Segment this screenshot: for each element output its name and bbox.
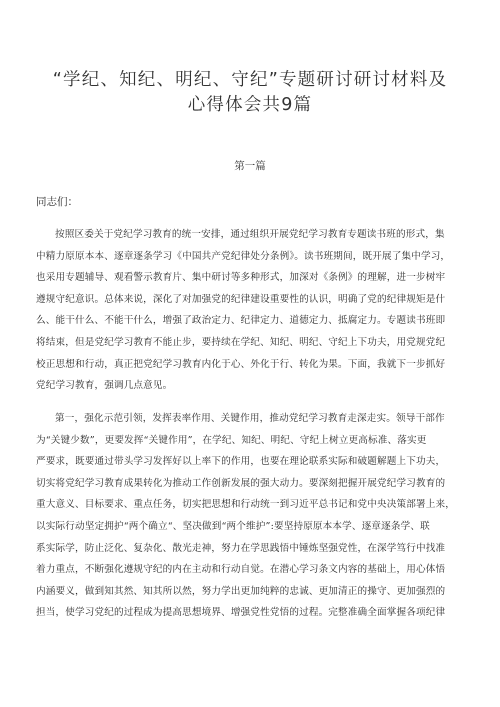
paragraph-2 [36, 408, 466, 624]
paragraph-line: 为“关键少数”，更要发挥“关键作用”，在学纪、知纪、明纪、守纪上树立更高标准、落实更 [36, 434, 427, 446]
salutation: 同志们： [36, 196, 78, 208]
paragraph-line: 切实将党纪学习教育成果转化为推动工作创新发展的强大动力。要深刻把握开展党纪学习教育的 [36, 477, 446, 489]
paragraph-line: 担当，使学习党纪的过程成为提高思想境界、增强党性党悟的过程。完整准确全面掌握各项纪律 [36, 607, 446, 619]
paragraph-line: 重大意义、目标要求、重点任务，切实把思想和行动统一到习近平总书记和党中央决策部署上来， [36, 499, 455, 511]
document-title-line-2: 心得体会共9篇 [187, 95, 313, 115]
paragraph-line: 中精力原原本本、逐章逐条学习《中国共产党纪律处分条例》。读书班期间，既开展了集中学习， [36, 250, 451, 262]
paragraph-line: 系实际学，防止泛化、复杂化、散光走神，努力在学思践悟中锤炼坚强党性，在深学笃行中找准 [36, 542, 446, 554]
paragraph-line: 么、能干什么、不能干什么，增强了政治定力、纪律定力、道德定力、抵腐定力。专题读书班即 [36, 315, 446, 327]
document-title-line-1: “学纪、知纪、明纪、守纪”专题研讨研讨材料及 [52, 70, 448, 90]
paragraph-line: 着力重点，不断强化遵规守纪的内在主动和行动自觉。在潜心学习条文内容的基础上，用心体悟 [36, 564, 446, 576]
paragraph-line: 严要求，既要通过带头学习发挥好以上率下的作用，也要在理论联系实际和破题解题上下功夫， [36, 456, 446, 468]
paragraph-line: 以实际行动坚定拥护“两个确立“、坚决做到“两个维护”:要坚持原原本本学、逐章逐条学、联 [36, 520, 430, 532]
paragraph-line: 校正思想和行动，真正把党纪学习教育内化于心、外化于行、转化为果。下面，我就下一步抓好 [36, 358, 446, 370]
paragraph-line: 按照区委关于党纪学习教育的统一安排，通过组织开展党纪学习教育专题读书班的形式，集 [55, 229, 445, 240]
section-heading: 第一篇 [234, 160, 266, 172]
paragraph-line: 党纪学习教育，强调几点意见。 [36, 380, 173, 392]
paragraph-line: 也采用专题辅导、观看警示教育片、集中研讨等多种形式，加深对《条例》的理解，进一步树牢 [36, 272, 446, 284]
paragraph-line: 将结束，但是党纪学习教育不能止步，要持续在学纪、知纪、明纪、守纪上下功夫，用党规党纪 [36, 336, 446, 348]
paragraph-line: 内涵要义，做到知其然、知其所以然，努力学出更加纯粹的忠诚、更加清正的操守、更加强烈的 [36, 585, 446, 597]
paragraph-1 [36, 224, 466, 397]
paragraph-line: 遵规守纪意识。总体来说，深化了对加强党的纪律建设重要性的认识，明确了党的纪律规矩是什 [36, 293, 446, 305]
paragraph-line: 第一，强化示范引领，发挥表率作用、关键作用，推动党纪学习教育走深走实。领导干部作 [55, 413, 445, 424]
